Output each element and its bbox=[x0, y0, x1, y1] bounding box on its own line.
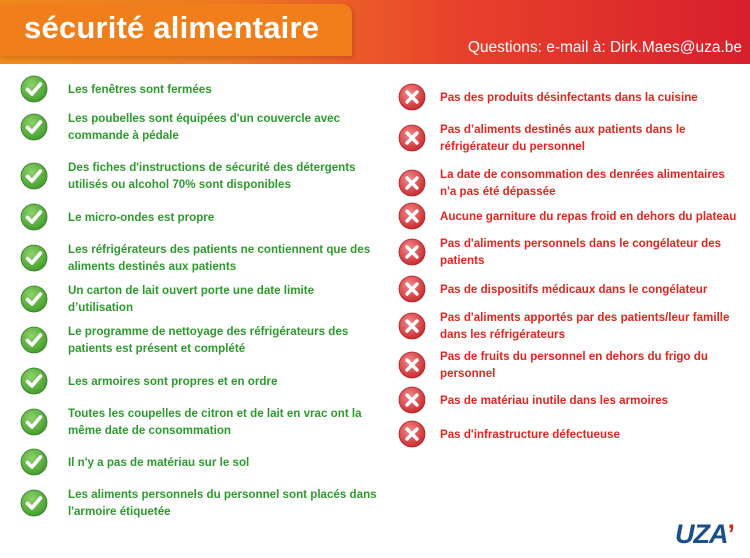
item-text: Pas d'infrastructure défectueuse bbox=[440, 427, 620, 441]
item-text: Toutes les coupelles de citron et de lait en vrac ont la même date de consommation bbox=[68, 407, 362, 437]
item-text: Le micro-ondes est propre bbox=[68, 210, 215, 224]
cross-icon bbox=[398, 386, 426, 414]
compliant-item bbox=[20, 200, 380, 234]
compliant-item bbox=[20, 152, 380, 200]
item-text: Les armoires sont propres et en ordre bbox=[68, 374, 278, 388]
item-text: Le programme de nettoyage des réfrigérateurs des patients est présent et complété bbox=[68, 325, 349, 355]
uza-logo: UZA’ bbox=[674, 519, 734, 549]
compliant-item bbox=[20, 364, 380, 398]
prohibited-item bbox=[398, 416, 743, 452]
item-text: Les aliments personnels du personnel sont placés dans l'armoire étiquetée bbox=[68, 488, 377, 518]
prohibited-item bbox=[398, 306, 743, 346]
check-icon bbox=[20, 162, 48, 190]
compliant-item bbox=[20, 76, 380, 102]
item-text: Les réfrigérateurs des patients ne contiennent que des aliments destinés aux patients bbox=[68, 243, 371, 273]
item-text: La date de consommation des denrées alimentaires n'a pas été dépassée bbox=[440, 168, 725, 198]
compliant-item bbox=[20, 316, 380, 364]
item-text: Les fenêtres sont fermées bbox=[68, 82, 212, 96]
compliant-item bbox=[20, 446, 380, 478]
prohibited-item bbox=[398, 232, 743, 272]
compliant-item bbox=[20, 478, 380, 528]
page-title: sécurité alimentaire bbox=[24, 10, 320, 45]
compliant-item bbox=[20, 398, 380, 446]
check-icon bbox=[20, 113, 48, 141]
item-text: Des fiches d'instructions de sécurité des détergents utilisés ou alcohol 70% sont disponibles bbox=[68, 161, 356, 191]
check-icon bbox=[20, 203, 48, 231]
prohibited-item bbox=[398, 272, 743, 306]
prohibited-list bbox=[398, 84, 743, 452]
compliant-list bbox=[20, 76, 380, 528]
prohibited-item bbox=[398, 84, 743, 110]
cross-icon bbox=[398, 202, 426, 230]
contact-email[interactable]: Questions: e-mail à: Dirk.Maes@uza.be bbox=[467, 39, 742, 56]
check-icon bbox=[20, 244, 48, 272]
cross-icon bbox=[398, 312, 426, 340]
item-text: Un carton de lait ouvert porte une date limite d’utilisation bbox=[68, 284, 315, 314]
check-icon bbox=[20, 408, 48, 436]
check-icon bbox=[20, 448, 48, 476]
item-text: Pas des produits désinfectants dans la cuisine bbox=[440, 90, 698, 104]
prohibited-item bbox=[398, 110, 743, 166]
item-text: Pas de fruits du personnel en dehors du frigo du personnel bbox=[440, 350, 708, 380]
cross-icon bbox=[398, 83, 426, 111]
check-icon bbox=[20, 285, 48, 313]
item-text: Aucune garniture du repas froid en dehors du plateau bbox=[440, 209, 737, 223]
item-text: Pas de dispositifs médicaux dans le congélateur bbox=[440, 282, 708, 296]
item-text: Pas d’aliments destinés aux patients dans le réfrigérateur du personnel bbox=[440, 123, 686, 153]
header-banner bbox=[0, 0, 750, 64]
item-text: Pas de matériau inutile dans les armoires bbox=[440, 393, 669, 407]
cross-icon bbox=[398, 275, 426, 303]
check-icon bbox=[20, 367, 48, 395]
compliant-item bbox=[20, 282, 380, 316]
cross-icon bbox=[398, 420, 426, 448]
title-tab bbox=[0, 4, 352, 56]
item-text: Il n'y a pas de matériau sur le sol bbox=[68, 455, 250, 469]
item-text: Les poubelles sont équipées d'un couvercle avec commande à pédale bbox=[68, 112, 341, 142]
check-icon bbox=[20, 326, 48, 354]
check-icon bbox=[20, 489, 48, 517]
item-text: Pas d'aliments apportés par des patients/leur famille dans les réfrigérateurs bbox=[440, 311, 730, 341]
cross-icon bbox=[398, 169, 426, 197]
compliant-item bbox=[20, 234, 380, 282]
check-icon bbox=[20, 75, 48, 103]
prohibited-item bbox=[398, 166, 743, 200]
cross-icon bbox=[398, 124, 426, 152]
cross-icon bbox=[398, 238, 426, 266]
prohibited-item bbox=[398, 200, 743, 232]
prohibited-item bbox=[398, 346, 743, 384]
prohibited-item bbox=[398, 384, 743, 416]
compliant-item bbox=[20, 102, 380, 152]
item-text: Pas d'aliments personnels dans le congélateur des patients bbox=[440, 237, 722, 267]
cross-icon bbox=[398, 351, 426, 379]
